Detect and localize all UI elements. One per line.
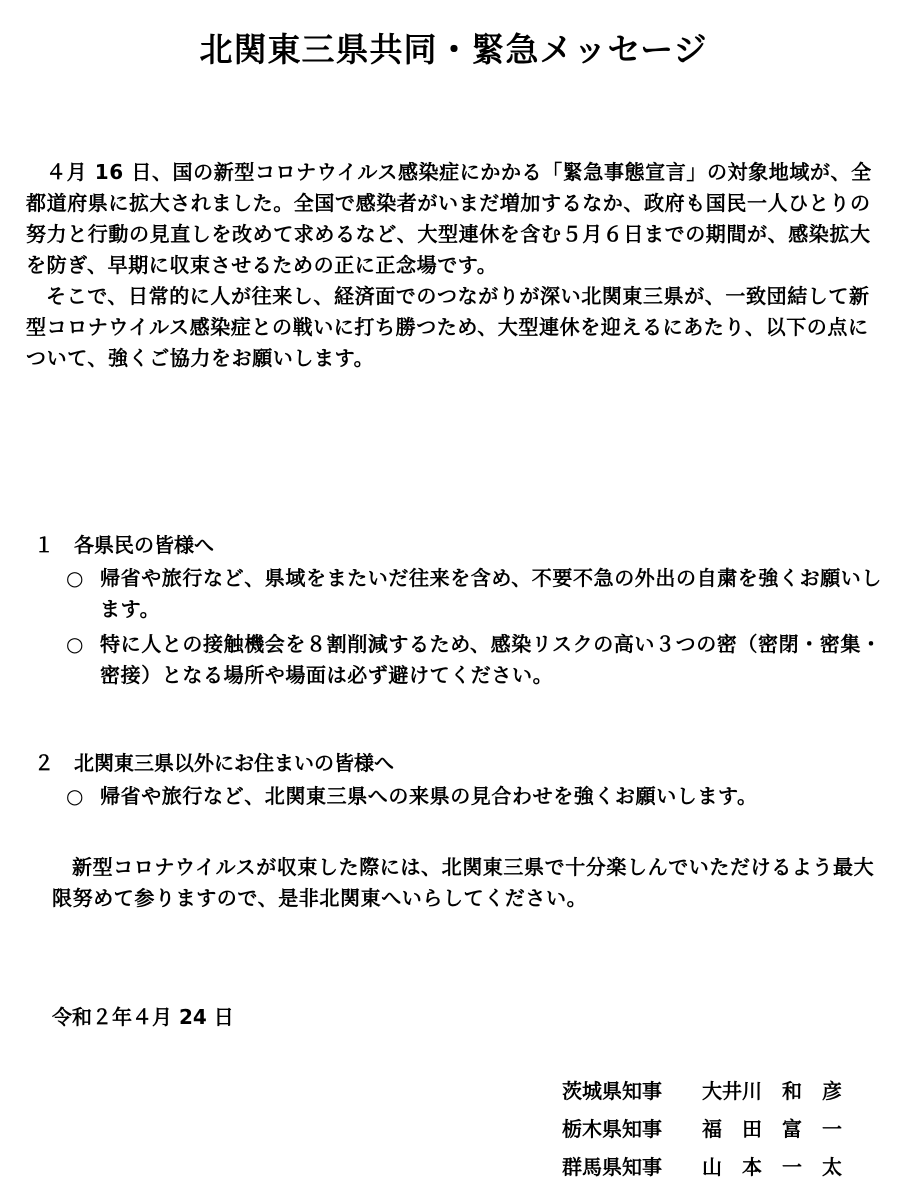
signatory-role: 茨城県知事 <box>562 1079 662 1103</box>
section-number: １ <box>34 533 54 557</box>
section-heading-outside-residents <box>34 748 394 779</box>
signature-block <box>562 1072 872 1186</box>
intro-paragraph: そこで、日常的に人が往来し、経済面でのつながりが深い北関東三県が、一致団結して新型コロナウイルス感染症との戦いに打ち勝つため、大型連休を迎えるにあたり、以下の点について、強くご協力をお願いします。 <box>26 284 870 370</box>
circle-bullet-icon: ○ <box>66 784 85 808</box>
signatory-role: 群馬県知事 <box>562 1155 662 1179</box>
section-items-residents <box>66 563 896 695</box>
section-number: ２ <box>34 751 54 775</box>
signature-row <box>562 1148 872 1186</box>
intro-text <box>26 157 886 374</box>
signature-row <box>562 1072 872 1110</box>
section-heading-residents <box>34 530 214 561</box>
closing-paragraph: 新型コロナウイルスが収束した際には、北関東三県で十分楽しんでいただけるよう最大限努めて参りますので、是非北関東へいらしてください。 <box>52 855 875 910</box>
list-item-text: 帰省や旅行など、北関東三県への来県の見合わせを強くお願いします。 <box>100 784 758 808</box>
section-title: 各県民の皆様へ <box>74 533 214 557</box>
closing-text <box>52 852 892 914</box>
section-title: 北関東三県以外にお住まいの皆様へ <box>74 751 394 775</box>
circle-bullet-icon: ○ <box>66 632 85 656</box>
signatory-role: 栃木県知事 <box>562 1117 662 1141</box>
list-item <box>66 629 896 691</box>
list-item-text: 特に人との接触機会を８割削減するため、感染リスクの高い３つの密（密閉・密集・密接）となる場所や場面は必ず避けてください。 <box>100 632 882 687</box>
list-item-text: 帰省や旅行など、県域をまたいだ往来を含め、不要不急の外出の自粛を強くお願いします。 <box>100 566 882 621</box>
signatory-name: 大井川 和 彦 <box>702 1079 842 1103</box>
signatory-name: 福 田 富 一 <box>702 1117 842 1141</box>
signatory-name: 山 本 一 太 <box>702 1155 842 1179</box>
list-item <box>66 781 896 812</box>
signature-row <box>562 1110 872 1148</box>
document-title: 北関東三県共同・緊急メッセージ <box>199 30 708 69</box>
section-items-outside-residents <box>66 781 896 816</box>
document-date: 令和２年４月 24 日 <box>52 1005 234 1029</box>
intro-paragraph: ４月 16 日、国の新型コロナウイルス感染症にかかる「緊急事態宣言」の対象地域が、全都道府県に拡大されました。全国で感染者がいまだ増加するなか、政府も国民一人ひとりの努力と行動の見直しを改めて求めるなど、大型連休を含む５月６日までの期間が、感染拡大を防ぎ、早期に収束させるための正に正念場です。 <box>26 160 872 277</box>
circle-bullet-icon: ○ <box>66 566 85 590</box>
list-item <box>66 563 896 625</box>
